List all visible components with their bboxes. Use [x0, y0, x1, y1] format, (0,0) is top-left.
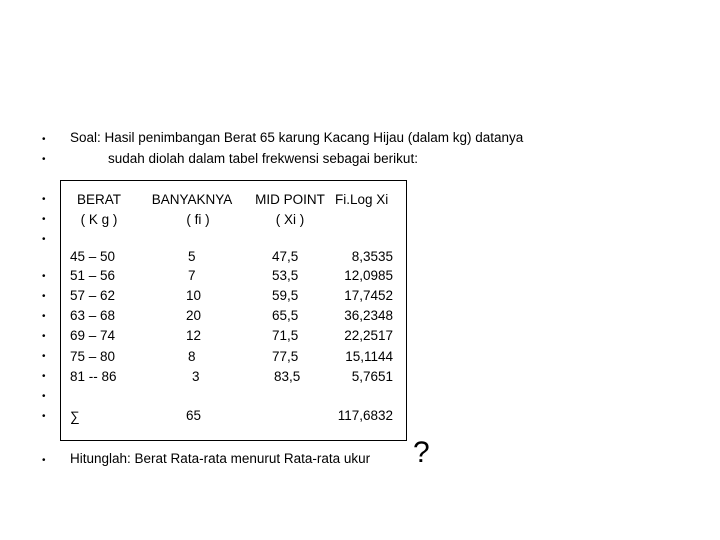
bullet: •	[42, 311, 46, 322]
bullet: •	[42, 351, 46, 362]
header-berat-label: BERAT	[76, 192, 121, 207]
cell-midpoint: 47,5	[272, 249, 299, 264]
cell-berat: 57 – 62	[70, 288, 116, 303]
bullet: •	[42, 234, 46, 245]
intro-line-2: sudah diolah dalam tabel frekwensi sebagai berikut:	[108, 151, 418, 166]
question-mark: ?	[413, 436, 430, 469]
cell-berat: 81 -- 86	[70, 369, 117, 384]
header-midpoint	[250, 192, 330, 228]
bullet: •	[42, 455, 46, 466]
cell-filogxi: 5,7651	[351, 369, 393, 384]
cell-banyaknya: 20	[186, 308, 202, 323]
cell-berat: 63 – 68	[70, 308, 116, 323]
cell-filogxi: 36,2348	[344, 308, 393, 323]
header-midpoint-unit: ( Xi )	[275, 212, 305, 227]
bullet: •	[42, 291, 46, 302]
cell-berat: 75 – 80	[70, 349, 116, 364]
bullet: •	[42, 154, 46, 165]
cell-berat: 69 – 74	[70, 328, 116, 343]
header-berat-unit: ( K g )	[80, 212, 118, 227]
question-text: Hitunglah: Berat Rata-rata menurut Rata-rata ukur	[70, 451, 371, 466]
cell-banyaknya: 10	[186, 288, 202, 303]
intro-line-1: Soal: Hasil penimbangan Berat 65 karung Kacang Hijau (dalam kg) datanya	[70, 130, 524, 145]
cell-banyaknya: 12	[186, 328, 202, 343]
bullet: •	[42, 134, 46, 145]
bullet: •	[42, 411, 46, 422]
header-berat	[64, 192, 134, 228]
bullet: •	[42, 271, 46, 282]
cell-filogxi: 17,7452	[344, 288, 393, 303]
cell-midpoint: 65,5	[272, 308, 299, 323]
cell-banyaknya: 8	[188, 349, 196, 364]
cell-midpoint: 77,5	[272, 349, 299, 364]
total-filogxi: 117,6832	[337, 408, 393, 423]
header-banyaknya-label: BANYAKNYA	[151, 192, 233, 207]
bullet: •	[42, 391, 46, 402]
header-midpoint-label: MID POINT	[255, 192, 325, 207]
header-banyaknya	[140, 192, 244, 228]
header-banyaknya-unit: ( fi )	[186, 212, 210, 227]
total-banyaknya: 65	[186, 408, 202, 423]
header-filogxi	[335, 192, 388, 208]
cell-midpoint: 71,5	[272, 328, 299, 343]
bullet: •	[42, 331, 46, 342]
bullet: •	[42, 194, 46, 205]
bullet: •	[42, 214, 46, 225]
sum-symbol: ∑	[70, 409, 80, 424]
cell-berat: 45 – 50	[70, 249, 116, 264]
cell-filogxi: 12,0985	[344, 268, 393, 283]
cell-banyaknya: 5	[188, 249, 196, 264]
bullet: •	[42, 371, 46, 382]
cell-banyaknya: 7	[188, 268, 196, 283]
cell-filogxi: 8,3535	[351, 249, 393, 264]
header-filogxi-label: Fi.Log Xi	[335, 192, 389, 207]
cell-midpoint: 59,5	[272, 288, 299, 303]
cell-midpoint: 53,5	[272, 268, 299, 283]
cell-midpoint: 83,5	[274, 369, 301, 384]
cell-filogxi: 15,1144	[345, 349, 393, 364]
cell-filogxi: 22,2517	[344, 328, 393, 343]
cell-berat: 51 – 56	[70, 268, 116, 283]
cell-banyaknya: 3	[192, 369, 200, 384]
